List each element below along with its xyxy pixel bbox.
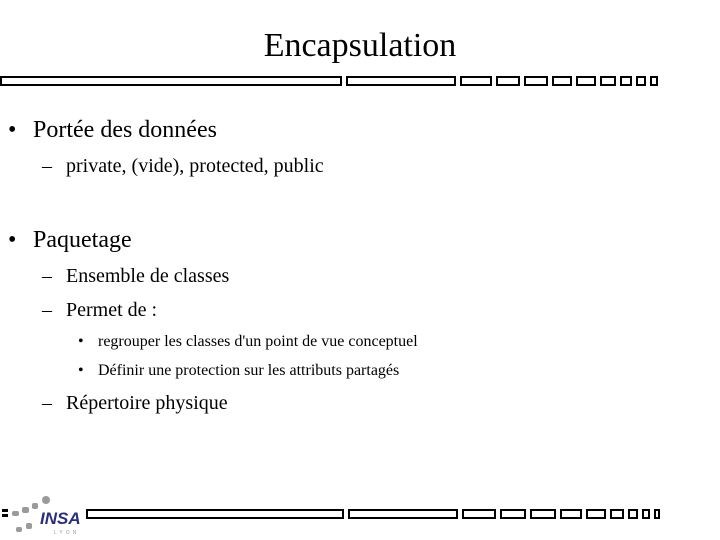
sub-item-permet (42, 298, 157, 322)
sub-sub-item-regrouper (78, 332, 418, 352)
slide-title: Encapsulation (263, 27, 457, 64)
sub-item-text: Répertoire physique (66, 392, 228, 414)
bullet-item-portee (8, 116, 217, 144)
bullet-icon: • (8, 227, 17, 253)
footer-rule (0, 507, 720, 521)
logo-tagline-text: LYON (54, 530, 80, 536)
sub-sub-item-definir (78, 361, 399, 381)
dash-icon: – (42, 155, 52, 177)
sub-item-text: Ensemble de classes (66, 265, 230, 287)
insa-logo-icon (2, 493, 86, 537)
bullet-item-paquetage (8, 226, 132, 254)
bullet-item-text: Paquetage (33, 227, 132, 253)
sub-item-visibility (42, 154, 324, 178)
bullet-icon: • (78, 362, 84, 379)
insa-lyon-logo (2, 493, 86, 537)
sub-item-repertoire (42, 391, 228, 415)
sub-sub-item-text: regrouper les classes d'un point de vue conceptuel (98, 333, 418, 350)
bullet-icon: • (78, 333, 84, 350)
sub-item-ensemble (42, 264, 229, 288)
dash-icon: – (42, 299, 52, 321)
sub-item-text: private, (vide), protected, public (66, 155, 324, 177)
dashed-rule-graphic (0, 507, 720, 521)
bullet-icon: • (8, 117, 17, 143)
sub-item-text: Permet de : (66, 299, 158, 321)
sub-sub-item-text: Définir une protection sur les attributs partagés (98, 362, 400, 379)
bullet-item-text: Portée des données (33, 117, 217, 143)
logo-brand-text: INSA (40, 509, 81, 528)
dash-icon: – (42, 392, 52, 414)
dash-icon: – (42, 265, 52, 287)
